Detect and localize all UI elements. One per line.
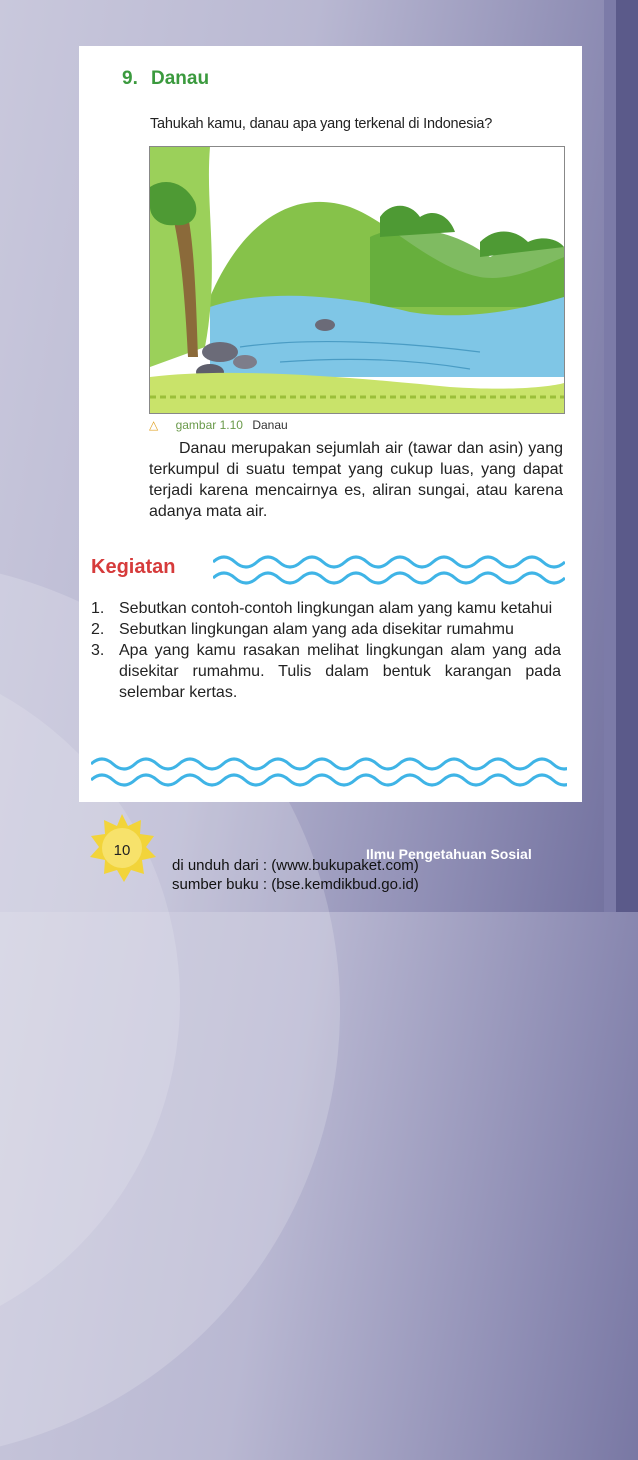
section-question: Tahukah kamu, danau apa yang terkenal di Indonesia? xyxy=(150,116,493,132)
list-item xyxy=(91,640,561,703)
warning-triangle-icon: △ xyxy=(149,418,159,432)
list-item-number: 1. xyxy=(91,600,105,617)
figure-caption-text: Danau xyxy=(252,418,288,432)
list-item xyxy=(91,619,561,640)
list-item-text: Sebutkan lingkungan alam yang ada disekitar rumahmu xyxy=(119,621,514,638)
description-paragraph xyxy=(149,438,563,522)
page-edge-stripe xyxy=(604,0,616,912)
lake-illustration-svg xyxy=(150,147,564,413)
page-edge-bar xyxy=(616,0,638,912)
list-item-text: Apa yang kamu rasakan melihat lingkungan alam yang ada disekitar rumahmu. Tulis dalam bentuk karangan pada selembar kertas. xyxy=(119,642,561,701)
list-item xyxy=(91,598,561,619)
section-number: 9. xyxy=(122,68,138,89)
activity-title: Kegiatan xyxy=(91,556,176,578)
activity-list xyxy=(91,598,561,703)
paragraph-text: Danau merupakan sejumlah air (tawar dan asin) yang terkumpul di suatu tempat yang cukup luas, yang dapat terjadi karena mencairnya es, aliran sungai, atau karena adanya mata air. xyxy=(149,440,563,520)
page-number: 10 xyxy=(113,842,131,859)
source-book: sumber buku : (bse.kemdikbud.go.id) xyxy=(172,876,419,893)
figure-label: gambar 1.10 xyxy=(175,418,243,432)
lake-illustration xyxy=(149,146,565,414)
figure-caption xyxy=(149,418,288,432)
section-title: Danau xyxy=(151,68,210,89)
source-download: di unduh dari : (www.bukupaket.com) xyxy=(172,857,419,874)
wave-decoration-bottom xyxy=(91,752,567,792)
list-item-number: 3. xyxy=(91,642,105,659)
content-page xyxy=(79,46,582,802)
list-item-text: Sebutkan contoh-contoh lingkungan alam yang kamu ketahui xyxy=(119,600,553,617)
list-item-number: 2. xyxy=(91,621,105,638)
book-title: Ilmu Pengetahuan Sosial xyxy=(366,846,532,862)
wave-decoration-top xyxy=(213,550,565,590)
